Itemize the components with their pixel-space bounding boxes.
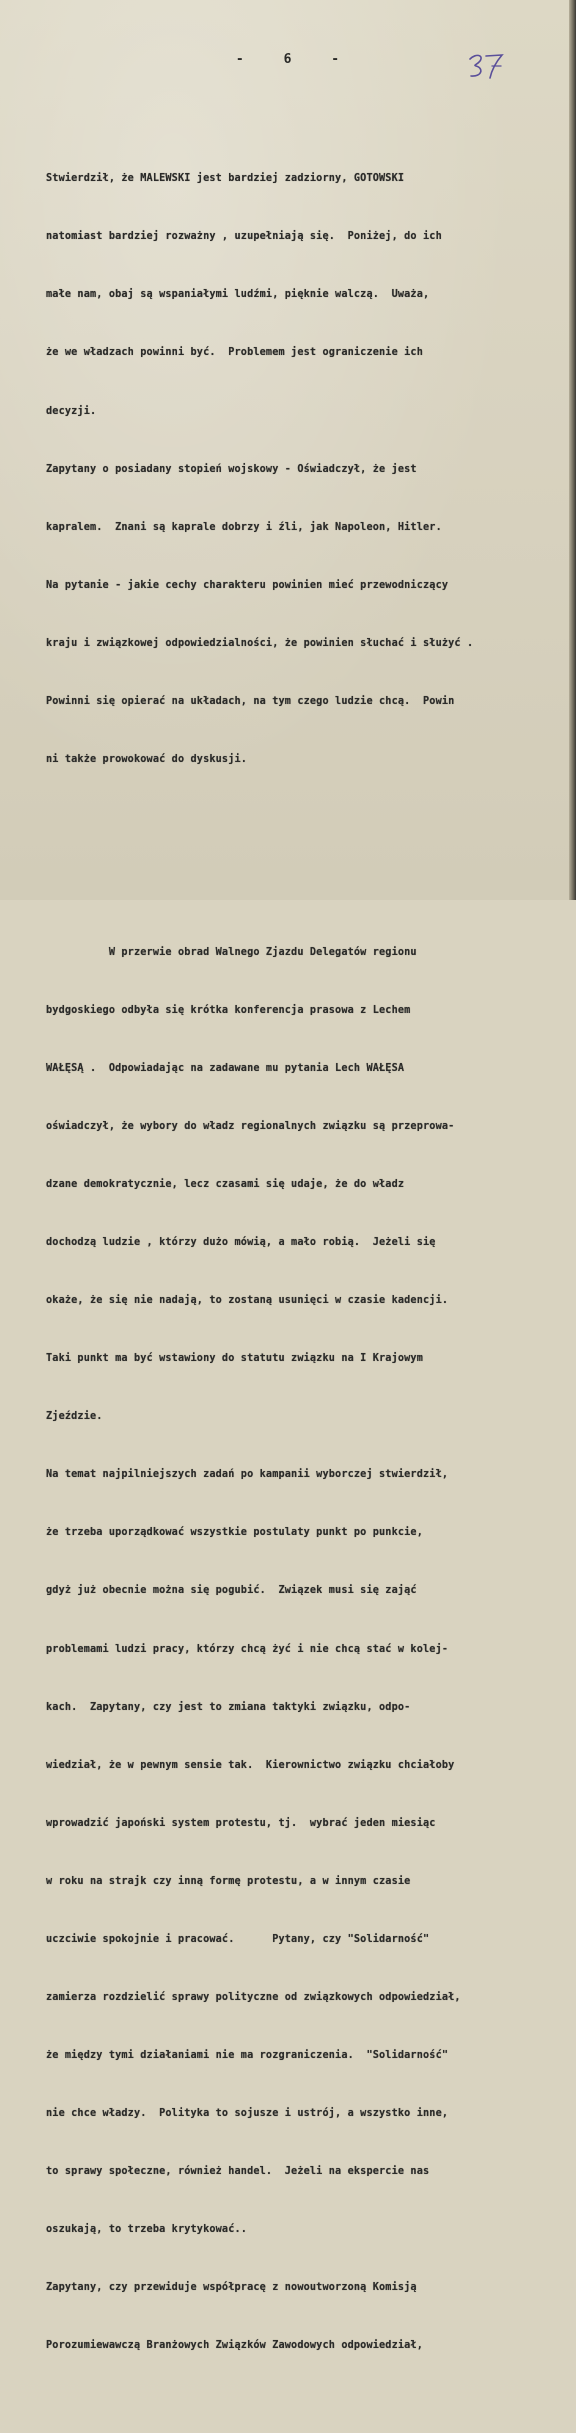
text-line: że we władzach powinni być. Problemem jest ograniczenie ich	[46, 347, 424, 359]
text-line: ni także prowokować do dyskusji.	[46, 753, 248, 765]
text-line: W przerwie obrad Walnego Zjazdu Delegatów regionu	[46, 947, 417, 959]
text-line: nie chce władzy. Polityka to sojusze i ustrój, a wszystko inne,	[46, 2107, 449, 2119]
text-line: bydgoskiego odbyła się krótka konferencja prasowa z Lechem	[46, 1005, 411, 1017]
page-number-dash-left: -	[235, 52, 245, 67]
text-line: małe nam, obaj są wspaniałymi ludźmi, pięknie walczą. Uważa,	[46, 289, 430, 301]
text-line: Na pytanie - jakie cechy charakteru powinien mieć przewodniczący	[46, 579, 449, 591]
text-line: problemami ludzi pracy, którzy chcą żyć i nie chcą stać w kolej-	[46, 1643, 449, 1655]
text-line: kraju i związkowej odpowiedzialności, że powinien słuchać i służyć .	[46, 637, 474, 649]
text-line: kapralem. Znani są kaprale dobrzy i źli, jak Napoleon, Hitler.	[46, 521, 442, 533]
typewritten-body	[46, 92, 564, 2433]
page-edge-shadow	[569, 0, 576, 900]
text-line: że między tymi działaniami nie ma rozgraniczenia. "Solidarność"	[46, 2049, 449, 2061]
text-line: Powinni się opierać na układach, na tym czego ludzie chcą. Powin	[46, 695, 455, 707]
paragraph-2	[46, 904, 564, 2393]
text-line: natomiast bardziej rozważny , uzupełniają się. Poniżej, do ich	[46, 231, 442, 243]
text-line: Na temat najpilniejszych zadań po kampanii wyborczej stwierdził,	[46, 1469, 449, 1481]
text-line: wiedział, że w pewnym sensie tak. Kierownictwo związku chciałoby	[46, 1759, 455, 1771]
paragraph-gap	[46, 846, 564, 865]
text-line: WAŁĘSĄ . Odpowiadając na zadawane mu pytania Lech WAŁĘSA	[46, 1063, 405, 1075]
text-line: dochodzą ludzie , którzy dużo mówią, a mało robią. Jeżeli się	[46, 1237, 436, 1249]
page-number: 6	[283, 52, 293, 67]
text-line: w roku na strajk czy inną formę protestu, a w innym czasie	[46, 1875, 411, 1887]
text-line: kach. Zapytany, czy jest to zmiana taktyki związku, odpo-	[46, 1701, 411, 1713]
text-line: Stwierdził, że MALEWSKI jest bardziej zadziorny, GOTOWSKI	[46, 173, 405, 185]
text-line: gdyż już obecnie można się pogubić. Związek musi się zająć	[46, 1585, 417, 1597]
text-line: Zjeździe.	[46, 1411, 103, 1423]
text-line: okaże, że się nie nadają, to zostaną usunięci w czasie kadencji.	[46, 1295, 449, 1307]
text-line: oszukają, to trzeba krytykować..	[46, 2223, 248, 2235]
text-line: dzane demokratycznie, lecz czasami się udaje, że do władz	[46, 1179, 405, 1191]
paragraph-1	[46, 131, 564, 808]
text-line: decyzji.	[46, 405, 97, 417]
text-line: oświadczył, że wybory do władz regionalnych związku są przeprowa-	[46, 1121, 455, 1133]
text-line: Porozumiewawczą Branżowych Związków Zawodowych odpowiedział,	[46, 2339, 424, 2351]
text-line: Zapytany, czy przewiduje współpracę z nowoutworzoną Komisją	[46, 2281, 417, 2293]
text-line: wprowadzić japoński system protestu, tj. wybrać jeden miesiąc	[46, 1817, 436, 1829]
text-line: Zapytany o posiadany stopień wojskowy - Oświadczył, że jest	[46, 463, 417, 475]
text-line: Taki punkt ma być wstawiony do statutu związku na I Krajowym	[46, 1353, 424, 1365]
text-line: że trzeba uporządkować wszystkie postulaty punkt po punkcie,	[46, 1527, 424, 1539]
page-number-dash-right: -	[331, 52, 341, 67]
handwritten-page-mark	[462, 50, 522, 82]
text-line: zamierza rozdzielić sprawy polityczne od związkowych odpowiedział,	[46, 1991, 461, 2003]
text-line: to sprawy społeczne, również handel. Jeżeli na ekspercie nas	[46, 2165, 430, 2177]
text-line: uczciwie spokojnie i pracować. Pytany, czy "Solidarność"	[46, 1933, 430, 1945]
